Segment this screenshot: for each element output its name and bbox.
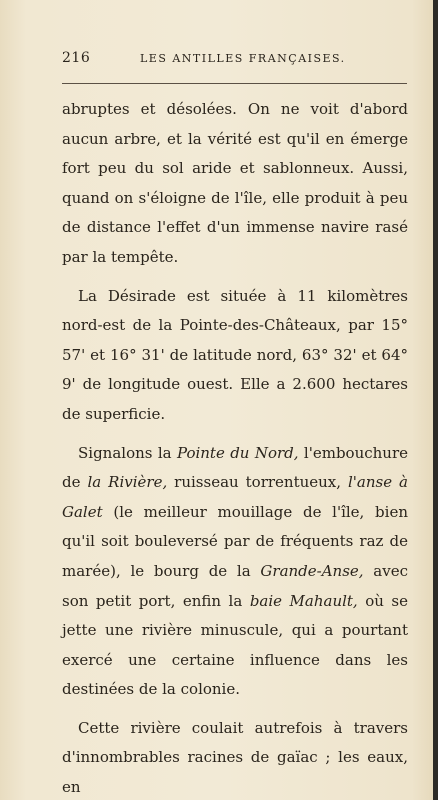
place-name-italic: l'anse à Galet	[62, 473, 409, 521]
text-run: La Désirade est située à 11 kilomètres nord-est de la Pointe-des-Châteaux, par 15° 57' et 16° 31' de latitude nord, 63° 32' et 64° 9' de longitude ouest. Elle a 2.600 hectares de superficie.	[62, 286, 408, 423]
running-title: LES ANTILLES FRANÇAISES.	[140, 52, 346, 65]
page-number: 216	[62, 50, 91, 66]
text-run: ruisseau torrentueux,	[167, 473, 348, 492]
text-run: Cette rivière coulait autrefois à travers d'innombrables racines de gaïac ; les eaux, en	[62, 718, 408, 797]
text-run: (le meilleur mouillage de l'île, bien qu'il soit bouleversé par de fréquents raz de marée), le bourg de la	[62, 502, 408, 580]
text-run: abruptes et désolées. On ne voit d'abord aucun arbre, et la vérité est qu'il en émerge fort peu du sol aride et sablonneux. Aussi, quand on s'éloigne de l'île, elle produit à peu de distance l'effet d'un immense navire rasé par la tempête.	[62, 100, 408, 266]
paragraph	[62, 714, 408, 800]
paragraph	[62, 439, 408, 705]
body-text	[62, 95, 408, 800]
place-name-italic: Pointe du Nord,	[176, 443, 299, 462]
header-rule	[62, 83, 407, 84]
text-run: où se jette une rivière minuscule, qui a pourtant exercé une certaine influence dans les destinées de la colonie.	[62, 591, 408, 699]
place-name-italic: la Rivière,	[87, 473, 168, 492]
book-spine-edge	[433, 0, 438, 800]
paragraph	[62, 282, 408, 430]
text-run: avec son petit port, enfin la	[62, 561, 409, 610]
paragraph	[62, 95, 408, 273]
page-header	[62, 50, 410, 70]
place-name-italic: Grande-Anse,	[260, 561, 364, 580]
place-name-italic: baie Mahault,	[249, 591, 358, 610]
text-run: Signalons la	[78, 443, 177, 462]
text-run: l'embouchure de	[62, 443, 409, 492]
